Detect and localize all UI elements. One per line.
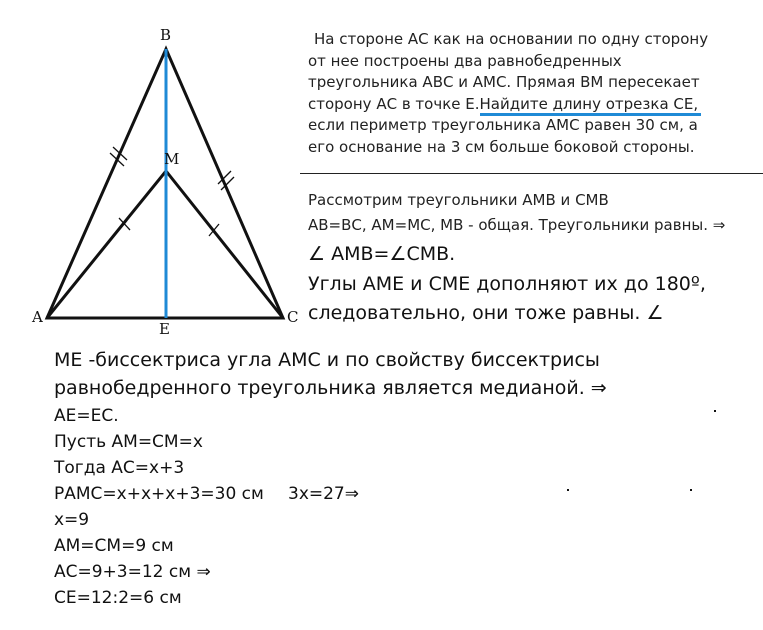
solution-line: Рассмотрим треугольники АМВ и СМВ <box>308 191 609 209</box>
solution-line: МЕ -биссектриса угла АМС и по свойству биссектрисы <box>54 349 600 371</box>
solution-line: Пусть АМ=СМ=х <box>54 432 203 452</box>
problem-line: если периметр треугольника АМС равен 30 см, а <box>308 116 698 134</box>
problem-line: На стороне АС как на основании по одну сторону <box>314 30 709 48</box>
solution-line: РАМС=х+х+х+3=30 см <box>54 484 264 504</box>
label-b: B <box>160 26 172 44</box>
solution-line: АМ=СМ=9 см <box>54 536 174 556</box>
problem-line-start: сторону АС в точке Е. <box>308 94 480 113</box>
problem-statement <box>308 29 748 158</box>
solution-line: равнобедренного треугольника является медианой. ⇒ <box>54 377 607 399</box>
label-a: A <box>32 308 43 326</box>
solution-line: АВ=ВС, АМ=МС, МВ - общая. Треугольники равны. ⇒ <box>308 216 726 234</box>
solution-line: ∠ АМВ=∠СМВ. <box>308 243 456 265</box>
stray-dot <box>714 410 716 412</box>
stray-dot <box>690 489 692 491</box>
divider-line <box>300 173 763 174</box>
solution-line: Углы АМЕ и СМЕ дополняют их до 180º, <box>308 273 706 295</box>
stray-dot <box>567 489 569 491</box>
problem-line: его основание на 3 см больше боковой стороны. <box>308 137 695 156</box>
triangle-figure <box>0 0 300 345</box>
solution-line: следовательно, они тоже равны. ∠ <box>308 302 664 324</box>
solution-line: 3х=27⇒ <box>288 484 359 504</box>
highlighted-question: Найдите длину отрезка СЕ, <box>479 94 699 113</box>
solution-line: Тогда АС=х+3 <box>54 458 185 478</box>
problem-line: от нее построены два равнобедренных <box>308 51 622 70</box>
solution-line: АС=9+3=12 см ⇒ <box>54 562 211 582</box>
label-m: M <box>164 150 180 168</box>
problem-line: треугольника АВС и АМС. Прямая ВМ пересекает <box>308 73 700 91</box>
label-c: C <box>287 308 299 326</box>
problem-line <box>308 94 748 116</box>
label-e: E <box>159 320 170 338</box>
solution-line: СЕ=12:2=6 см <box>54 588 182 608</box>
solution-line: АЕ=ЕС. <box>54 406 119 426</box>
solution-line: х=9 <box>54 510 90 530</box>
